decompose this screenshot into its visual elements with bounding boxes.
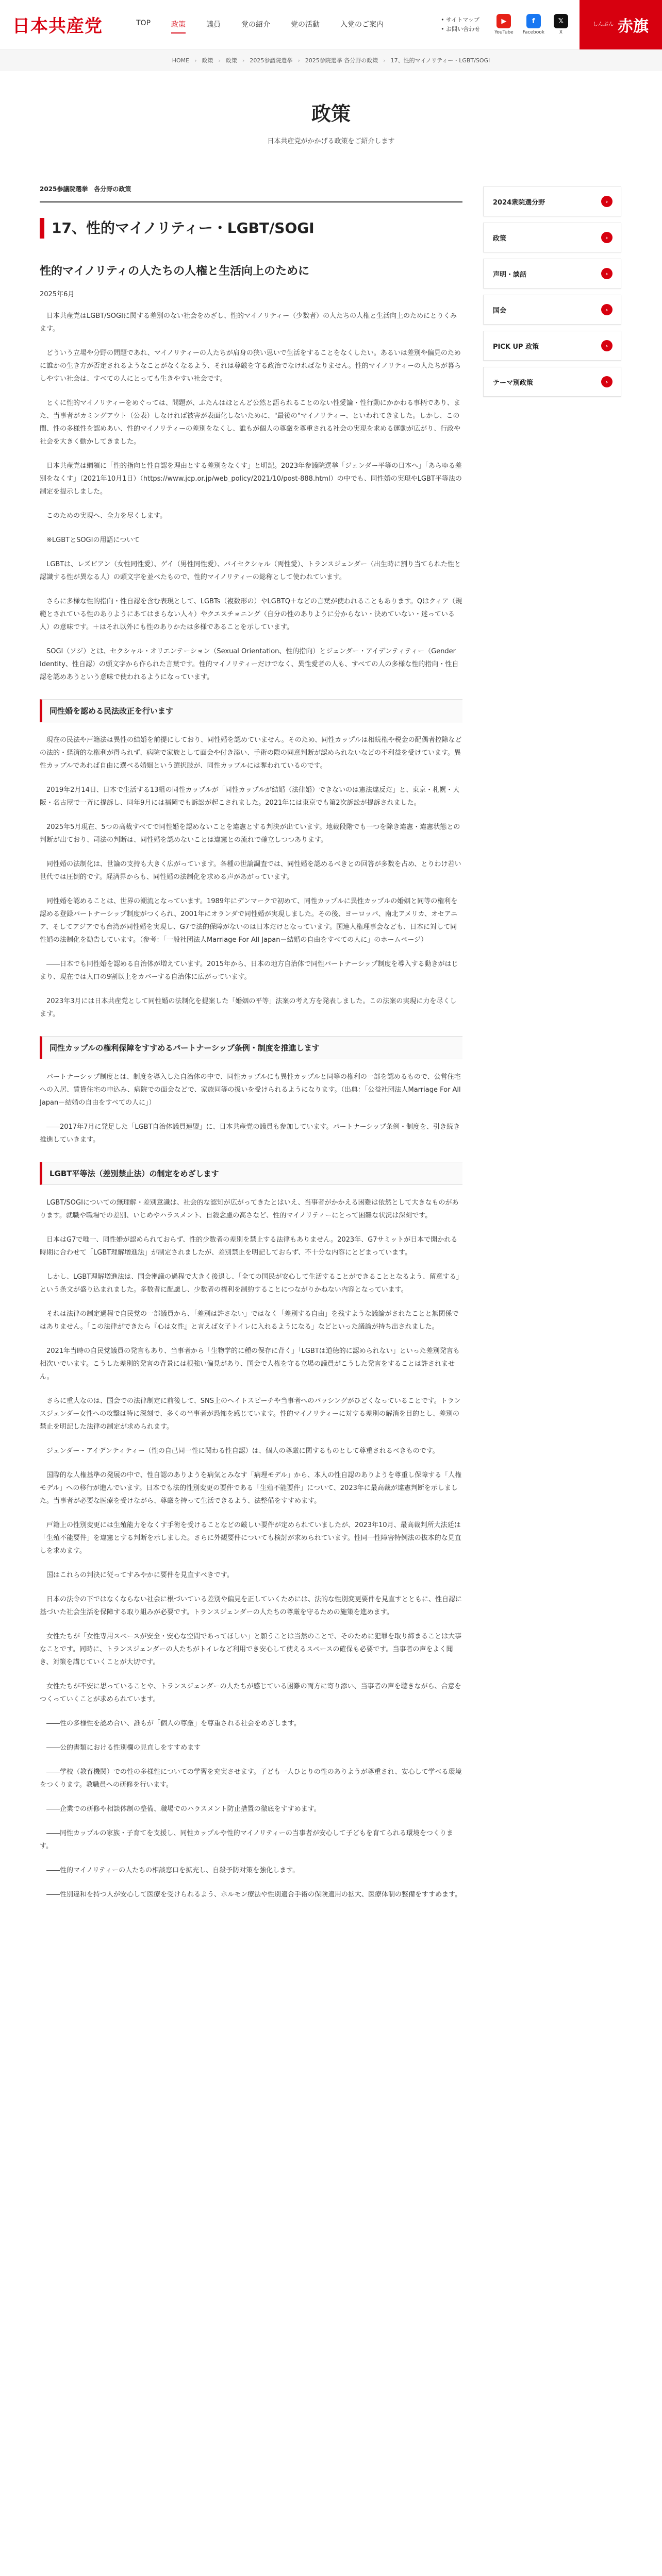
x-icon: 𝕏 (554, 14, 568, 28)
side-nav-label: PICK UP 政策 (493, 343, 539, 351)
contact-link[interactable]: • お問い合わせ (441, 25, 481, 32)
facebook-icon: f (526, 14, 541, 28)
paragraph: ――企業での研修や相談体制の整備、職場でのハラスメント防止措置の徹底をすすめます。 (46, 1805, 321, 1813)
paragraph: ――2017年7月に発足した「LGBT自治体議員連盟」に、日本共産党の議員も参加しています。パートナーシップ条例・制度を、引き続き推進していきます。 (40, 1123, 460, 1144)
site-logo[interactable]: 日本共産党 (12, 16, 103, 37)
paragraph: ――性的マイノリティーの人たちの相談窓口を拡充し、自殺予防対策を強化します。 (46, 1867, 300, 1874)
paragraph: 戸籍上の性別変更には生殖能力をなくす手術を受けることなどの厳しい要件が定められていましたが、2023年10月、最高裁判所大法廷は「生殖不能要件」を違憲とする判断を示しました。さらに外観要件についても検討が求められています。性同一性障害特例法の抜本的な見直しを求めます。 (40, 1521, 461, 1555)
paragraph: 現在の民法や戸籍法は異性の結婚を前提にしており、同性婚を認めていません。そのため、同性カップルは相続権や税金の配偶者控除などの法的・経済的な権利が得られず、病院で家族として面会や付き添い、手術の際の同意判断が認められないなどの不利益を受けています。異性カップルであれば自由に選べる婚姻という選択肢が、同性カップルには奪われているのです。 (40, 736, 462, 770)
paragraph: SOGI（ソジ）とは、セクシャル・オリエンテーション（Sexual Orientation、性的指向）とジェンダー・アイデンティティー（Gender Identity、性自認）の頭文字から作られた言葉です。性的マイノリティーだけでなく、異性愛者の人も、すべての人の多様な性的指向・性自認を認めあうという意味で使われるようになっています。 (40, 648, 459, 681)
paragraph: 日本共産党はLGBT/SOGIに関する差別のない社会をめざし、性的マイノリティー（少数者）の人たちの人権と生活向上のためにとりくみます。 (40, 312, 457, 333)
page-subtitle: 日本共産党がかかげる政策をご紹介します (267, 138, 395, 145)
section-heading: 同性婚を認める民法改正を行います (40, 699, 462, 722)
paragraph: 2025年5月現在、5つの高裁すべてで同性婚を認めないことを違憲とする判決が出ています。地裁段階でも一つを除き違憲・違憲状態との判断が出ており、司法の判断は、同性婚を認めないことは違憲との流れで確立しつつあります。 (40, 823, 460, 844)
paragraph: とくに性的マイノリティーをめぐっては、問題が、ふたんはほとんど公然と語られることのない性愛論・性行動にかかわる事柄であり、また、当事者がカミングアウト（公表）しなければ被害が表面化しないために、"最後の"マイノリティー、といわれてきました。しかし、この間、性の多様性を認めあい、性的マイノリティーの差別をなくし、誰もが個人の尊厳を尊重される社会の実現を求める運動が広がり、行政や社会を大きく動かしてきました。 (40, 399, 461, 446)
paragraph: それは法律の制定過程で自民党の一部議員から、「差別は許さない」ではなく「差別する自由」を残すような議論がされたことと無関係ではありません。「この法律ができたら『心は女性』と言えば女子トイレに入れるようになる」などといった議論が持ち出されました。 (40, 1310, 459, 1331)
side-nav-item[interactable] (483, 331, 621, 361)
breadcrumb-item: 17、性的マイノリティー・LGBT/SOGI (390, 57, 490, 64)
akahata-sub: しんぶん (593, 22, 614, 27)
paragraph: しかし、LGBT理解増進法は、国会審議の過程で大きく後退し、「全ての国民が安心して生活することができることとなるよう、留意する」という条文が盛り込まれました。多数者に配慮し、少数者の権利を制約することにつながりかねない内容となっています。 (40, 1273, 460, 1294)
paragraph: 2019年2月14日、日本で生活する13組の同性カップルが「同性カップルが結婚（法律婚）できないのは憲法違反だ」と、東京・札幌・大阪・名古屋で一斉に提訴し、同年9月には福岡でも訴訟が起こされました。2021年には東京でも第2次訴訟が提訴されました。 (40, 786, 460, 807)
site-header (0, 0, 662, 49)
side-nav-label: 2024衆院選分野 (493, 198, 545, 207)
side-nav-label: 国会 (493, 307, 507, 315)
breadcrumb-item[interactable]: HOME (172, 57, 190, 64)
paragraph: このための実現へ、全力を尽くします。 (46, 512, 167, 520)
utility-links (441, 15, 480, 34)
arrow-right-icon: › (601, 340, 613, 351)
paragraph: ――性別違和を持つ人が安心して医療を受けられるよう、ホルモン療法や性別適合手術の保険適用の拡大、医療体制の整備をすすめます。 (46, 1891, 462, 1899)
paragraph: ※LGBTとSOGIの用語について (46, 536, 140, 544)
section-heading: LGBT平等法（差別禁止法）の制定をめざします (40, 1162, 462, 1185)
nav-top[interactable]: TOP (136, 19, 151, 27)
paragraph: 女性たちが「女性専用スペースが安全・安心な空間であってほしい」と願うことは当然のことで、そのために犯罪を取り締まることは大事なことです。同時に、トランスジェンダーの人たちがトイレなど利用でき安心して使えるスペースの確保も必要です。当事者の声をよく聞き、対策を講じていくことが大切です。 (40, 1633, 461, 1666)
paragraph: どういう立場や分野の問題であれ、マイノリティーの人たちが肩身の狭い思いで生活をすることをなくしたい。あるいは差別や偏見のために誰かの生き方が否定されるようなことがなくなるよう、それは尊厳を守る政治でなければなりません。性的マイノリティーの人たちが暮らしやすい社会は、すべての人にとっても生きやすい社会です。 (40, 349, 461, 383)
breadcrumb (0, 49, 662, 71)
paragraph: LGBT/SOGIについての無理解・差別意識は、社会的な認知が広がってきたとはいえ、当事者がかかえる困難は依然として大きなものがあります。就職や職場での差別、いじめやハラスメント、自殺念慮の高さなど、性的マイノリティーにとって困難な状況は深刻です。 (40, 1199, 459, 1219)
paragraph: 女性たちが不安に思っていることや、トランスジェンダーの人たちが感じている困難の両方に寄り添い、当事者の声を聴きながら、合意をつくっていくことが求められています。 (40, 1683, 461, 1703)
page-title-area (0, 71, 662, 166)
paragraph: ――日本でも同性婚を認める自治体が増えています。2015年から、日本の地方自治体で同性パートナーシップ制度を導入する動きがはじまり、現在では人口の9割以上をカバーする自治体に広がっています。 (40, 960, 458, 981)
nav-about[interactable]: 党の紹介 (241, 20, 271, 29)
paragraph: ――学校（教育機関）での性の多様性についての学習を充実させます。子ども一人ひとりの性のありようが尊重され、安心して学べる環境をつくります。教職員への研修を行います。 (40, 1768, 462, 1789)
sns-link-x[interactable] (554, 14, 568, 35)
akahata-banner[interactable] (580, 0, 662, 49)
breadcrumb-separator-icon: › (297, 57, 300, 64)
breadcrumb-item[interactable]: 政策 (202, 57, 213, 64)
side-nav-label: テーマ別政策 (493, 379, 534, 387)
paragraph: 同性婚を認めることは、世界の潮流となっています。1989年にデンマークで初めて、同性カップルに異性カップルの婚姻と同等の権利を認める登録パートナーシップ制度がつくられ、2001年にオランダで同性婚が実現しました。その後、ヨーロッパ、南北アメリカ、オセアニア、そしてアジアでも台湾が同性婚を実現し、G7で法的保障がないのは日本だけとなっています。国連人権理事会なども、日本に対して同性婚の法制化を勧告しています。（参考：「一般社団法人Marriage For All Japan－結婚の自由をすべての人に」のホームページ） (40, 897, 458, 944)
article-body (40, 310, 462, 1901)
global-nav (136, 16, 384, 33)
side-nav (483, 187, 621, 1912)
article-category: 2025参議院選挙 各分野の政策 (40, 184, 462, 202)
paragraph: 日本共産党は綱領に「性的指向と性自認を理由とする差別をなくす」と明記。2023年参議院選挙「ジェンダー平等の日本へ」「あらゆる差別をなくす」（2021年10月1日）（https://www.jcp.or.jp/web_policy/2021/10/post-888.html）の中でも、同性婚の実現やLGBT平等法の制定を提示しました。 (40, 462, 462, 496)
sns-link-facebook[interactable] (523, 14, 544, 35)
nav-activities[interactable]: 党の活動 (291, 20, 320, 29)
paragraph: 日本はG7で唯一、同性婚が認められておらず、性的少数者の差別を禁止する法律もありません。2023年、G7サミットが日本で開かれる時期に合わせて「LGBT理解増進法」が制定されましたが、差別禁止を明記しておらず、不十分な内容にとどまっています。 (40, 1236, 458, 1257)
side-nav-item[interactable] (483, 295, 621, 325)
paragraph: 同性婚の法制化は、世論の支持も大きく広がっています。各種の世論調査では、同性婚を認めるべきとの回答が多数を占め、とりわけ若い世代では圧倒的です。経済界からも、同性婚の法制化を求める声があがっています。 (40, 860, 461, 881)
youtube-icon: ▶ (496, 14, 511, 28)
side-nav-item[interactable] (483, 223, 621, 252)
breadcrumb-separator-icon: › (194, 57, 197, 64)
side-nav-item[interactable] (483, 187, 621, 216)
paragraph: パートナーシップ制度とは、制度を導入した自治体の中で、同性カップルにも異性カップルと同等の権利の一部を認めるもので、公営住宅への入居、賃貸住宅の申込み、病院での面会などで、家族同等の扱いを受けられるようになります。（出典：「公益社団法人Marriage For All Japan－結婚の自由をすべての人に」） (40, 1073, 461, 1107)
paragraph: 国はこれらの判決に従ってすみやかに要件を見直すべきです。 (46, 1571, 234, 1579)
page-title: 政策 (311, 103, 351, 125)
side-nav-label: 政策 (493, 234, 507, 243)
paragraph: ――公的書類における性別欄の見直しをすすめます (46, 1744, 201, 1752)
paragraph: 2023年3月には日本共産党として同性婚の法制化を提案した「婚姻の平等」法案の考え方を発表しました。この法案の実現に力を尽くします。 (40, 997, 457, 1018)
paragraph: 2021年当時の自民党議員の発言もあり、当事者から「生物学的に種の保存に背く」「LGBTは道徳的に認められない」といった差別発言も相次いでいます。こうした差別的発言の背景には根強い偏見があり、国会で人権を守る立場の議員がこうした発言をすることは許されません。 (40, 1347, 460, 1381)
paragraph: さらに重大なのは、国会での法律制定に前後して、SNS上のヘイトスピーチや当事者へのバッシングがひどくなっていることです。トランスジェンダー女性への攻撃は特に深刻で、多くの当事者が恐怖を感じています。性的マイノリティーに対する差別の解消を目的とし、差別の禁止を明記した法律の制定が求められます。 (40, 1397, 461, 1431)
sns-links (494, 14, 568, 35)
paragraph: 日本の法令の下ではなくならない社会に根づいている差別や偏見を正していくためには、法的な性別変更要件を見直すとともに、性自認に基づいた社会生活を保障する取り組みが必要です。トランスジェンダーの人たちの尊厳を守るための施策を進めます。 (40, 1596, 462, 1616)
article-heading: 性的マイノリティの人たちの人権と生活向上のために (40, 265, 310, 278)
side-nav-label: 声明・談話 (493, 270, 527, 279)
nav-members[interactable]: 議員 (206, 20, 221, 29)
breadcrumb-separator-icon: › (218, 57, 221, 64)
article (40, 184, 462, 1912)
side-nav-item[interactable] (483, 367, 621, 397)
arrow-right-icon: › (601, 268, 613, 279)
content-wrap (40, 166, 622, 1912)
header-right (441, 0, 662, 49)
paragraph: さらに多様な性的指向・性自認を含む表現として、LGBTs（複数形の）やLGBTQ＋などの言葉が使われることもあります。Qはクィア（規範とされている性のありようにあてはまらない人々）やクエスチョニング（自分の性のありように分からない・決めていない・迷っている人）の意味です。＋はそれ以外にも性のありかたは多様であることを示しています。 (40, 598, 462, 631)
paragraph: ――同性カップルの家族・子育てを支援し、同性カップルや性的マイノリティーの当事者が安心して子どもを育てられる環境をつくります。 (40, 1829, 453, 1850)
side-nav-item[interactable] (483, 259, 621, 289)
paragraph: ――性の多様性を認め合い、誰もが「個人の尊厳」を尊重される社会をめざします。 (46, 1720, 301, 1727)
sns-label: Facebook (522, 30, 544, 35)
breadcrumb-item[interactable]: 2025参院選挙 各分野の政策 (305, 57, 378, 64)
paragraph: 国際的な人権基準の発展の中で、性自認のありようを病気とみなす「病理モデル」から、本人の性自認のありようを尊重し保障する「人権モデル」への移行が進んでいます。日本でも法的性別変更の要件である「生殖不能要件」について、2023年に最高裁が違憲判断を示しました。当事者が必要な医療を受けながら、尊厳を持って生活できるよう、法整備をすすめます。 (40, 1471, 462, 1505)
nav-policy[interactable]: 政策 (171, 16, 186, 33)
article-date: 2025年6月 (40, 291, 75, 298)
arrow-right-icon: › (601, 304, 613, 315)
nav-join[interactable]: 入党のご案内 (340, 20, 384, 29)
sns-link-youtube[interactable] (494, 14, 514, 35)
section-heading: 同性カップルの権利保障をすすめるパートナーシップ条例・制度を推進します (40, 1036, 462, 1059)
sns-label: YouTube (494, 30, 514, 35)
breadcrumb-item[interactable]: 2025参議院選挙 (250, 57, 293, 64)
arrow-right-icon: › (601, 232, 613, 243)
breadcrumb-item[interactable]: 政策 (225, 57, 237, 64)
breadcrumb-separator-icon: › (242, 57, 245, 64)
akahata-title: 赤旗 (618, 17, 649, 36)
sitemap-link[interactable]: • サイトマップ (441, 16, 479, 23)
sns-label: X (559, 30, 563, 35)
arrow-right-icon: › (601, 196, 613, 207)
article-title: 17、性的マイノリティー・LGBT/SOGI (40, 218, 462, 239)
arrow-right-icon: › (601, 376, 613, 387)
paragraph: LGBTは、レズビアン（女性同性愛）、ゲイ（男性同性愛）、バイセクシャル（両性愛）、トランスジェンダー（出生時に割り当てられた性と認識する性が異なる人）の頭文字を並べたもので、性的マイノリティーの総称として使われています。 (40, 561, 461, 581)
paragraph: ジェンダー・アイデンティティー（性の自己同一性に関わる性自認）は、個人の尊厳に関するものとして尊重されるべきものです。 (46, 1447, 439, 1455)
breadcrumb-separator-icon: › (383, 57, 386, 64)
